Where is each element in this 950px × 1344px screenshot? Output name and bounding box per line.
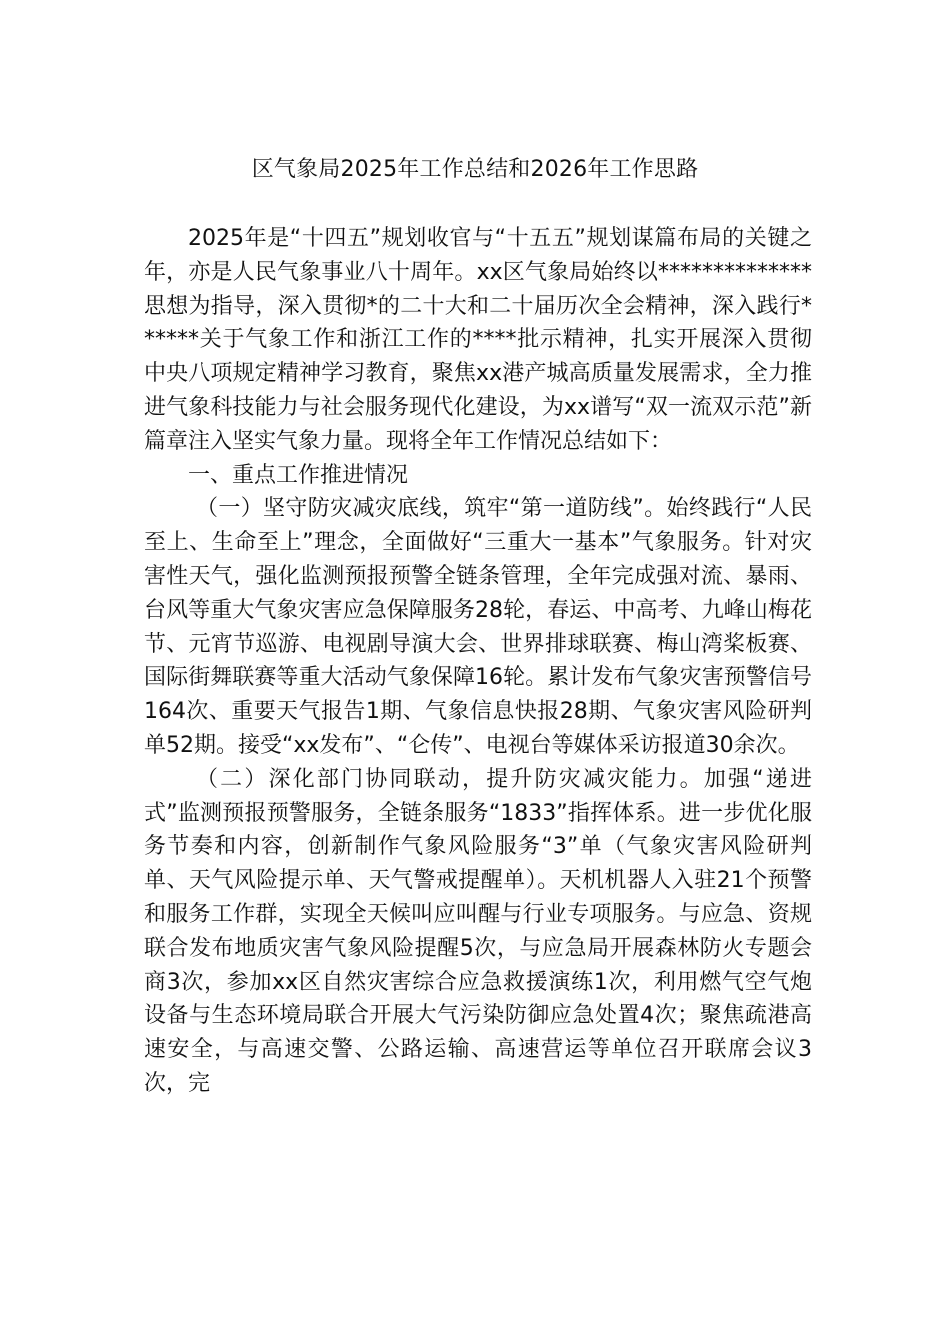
document-title: 区气象局2025年工作总结和2026年工作思路 — [251, 157, 699, 182]
section-heading: 一、重点工作推进情况 — [188, 462, 409, 488]
intro-paragraph: 2025年是“十四五”规划收官与“十五五”规划谋篇布局的关键之年，亦是人民气象事业八十周年。xx区气象局始终以**************思想为指导，深入贯彻*的二十大和二十届历次全会精神，深入践行******关于气象工作和浙江工作的****批示精神，扎实开展深入贯彻中央八项规定精神学习教育，聚焦xx港产城高质量发展需求，全力推进气象科技能力与社会服务现代化建设，为xx谱写“双一流双示范”新篇章注入坚实气象力量。现将全年工作情况总结如下： — [144, 226, 812, 454]
subsection-paragraph-1: （一）坚守防灾减灾底线，筑牢“第一道防线”。始终践行“人民至上、生命至上”理念，全面做好“三重大一基本”气象服务。针对灾害性天气，强化监测预报预警全链条管理，全年完成强对流、暴雨、台风等重大气象灾害应急保障服务28轮，春运、中高考、九峰山梅花节、元宵节巡游、电视剧导演大会、世界排球联赛、梅山湾桨板赛、国际街舞联赛等重大活动气象保障16轮。累计发布气象灾害预警信号164次、重要天气报告1期、气象信息快报28期、气象灾害风险研判单52期。接受“xx发布”、“仑传”、电视台等媒体采访报道30余次。 — [144, 496, 812, 758]
document-body — [144, 222, 812, 1101]
subsection-paragraph-2: （二）深化部门协同联动，提升防灾减灾能力。加强“递进式”监测预报预警服务，全链条服务“1833”指挥体系。进一步优化服务节奏和内容，创新制作气象风险服务“3”单（气象灾害风险研判单、天气风险提示单、天气警戒提醒单）。天机机器人入驻21个预警和服务工作群，实现全天候叫应叫醒与行业专项服务。与应急、资规联合发布地质灾害气象风险提醒5次，与应急局开展森林防火专题会商3次，参加xx区自然灾害综合应急救援演练1次，利用燃气空气炮设备与生态环境局联合开展大气污染防御应急处置4次；聚焦疏港高速安全，与高速交警、公路运输、高速营运等单位召开联席会议3次，完 — [144, 766, 812, 1096]
